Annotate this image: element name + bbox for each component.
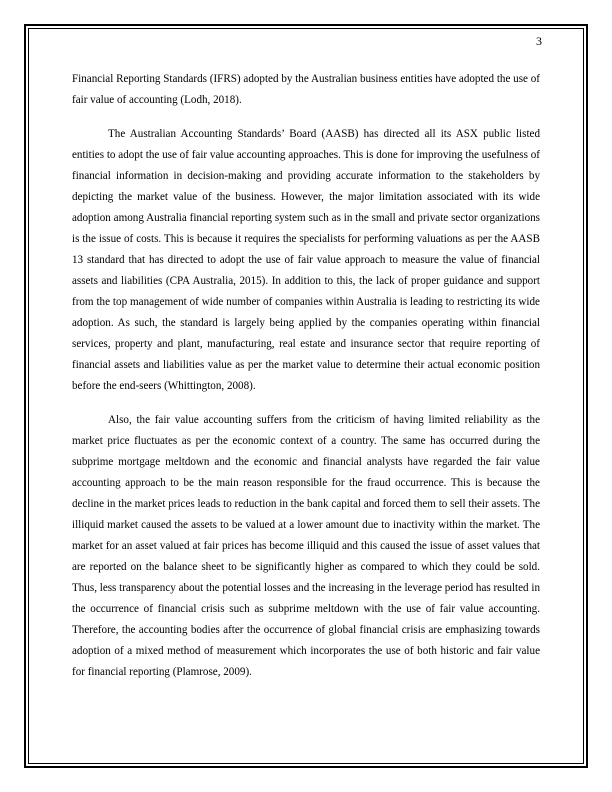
paragraph-3: Also, the fair value accounting suffers from the criticism of having limited reliability as the market price fluctuates as per the economic context of a country. The same has occurred during the subprime mortgage meltdown and the economic and financial analysts have regarded the fair value accounting approach to be the main reason responsible for the fraud occurrence. This is because the decline in the market prices leads to reduction in the bank capital and forced them to sell their assets. The illiquid market caused the assets to be valued at a lower amount due to inactivity within the market. The market for an asset valued at fair prices has become illiquid and this caused the issue of asset values that are reported on the balance sheet to be significantly higher as compared to which they could be sold. Thus, less transparency about the potential losses and the increasing in the leverage period has resulted in the occurrence of financial crisis such as subprime meltdown with the use of fair value accounting. Therefore, the accounting bodies after the occurrence of global financial crisis are emphasizing towards adoption of a mixed method of measurement which incorporates the use of both historic and fair value for financial reporting (Plamrose, 2009). xyxy=(72,414,540,678)
paragraph-2: The Australian Accounting Standards’ Board (AASB) has directed all its ASX public listed entities to adopt the use of fair value accounting approaches. This is done for improving the usefulness of financial information in decision-making and providing accurate information to the stakeholders by depicting the market value of the business. However, the major limitation associated with its wide adoption among Australia financial reporting system such as in the small and private sector organizations is the issue of costs. This is because it requires the specialists for performing valuations as per the AASB 13 standard that has directed to adopt the use of fair value approach to measure the value of financial assets and liabilities (CPA Australia, 2015). In addition to this, the lack of proper guidance and support from the top management of wide number of companies within Australia is leading to restricting its wide adoption. As such, the standard is largely being applied by the companies operating within financial services, property and plant, manufacturing, real estate and insurance sector that require reporting of financial assets and liabilities value as per the market value to determine their actual economic position before the end-seers (Whittington, 2008). xyxy=(72,128,540,392)
document-body xyxy=(72,69,540,696)
paragraph-1: Financial Reporting Standards (IFRS) adopted by the Australian business entities have adopted the use of fair value of accounting (Lodh, 2018). xyxy=(72,73,540,106)
page-number: 3 xyxy=(536,34,542,48)
